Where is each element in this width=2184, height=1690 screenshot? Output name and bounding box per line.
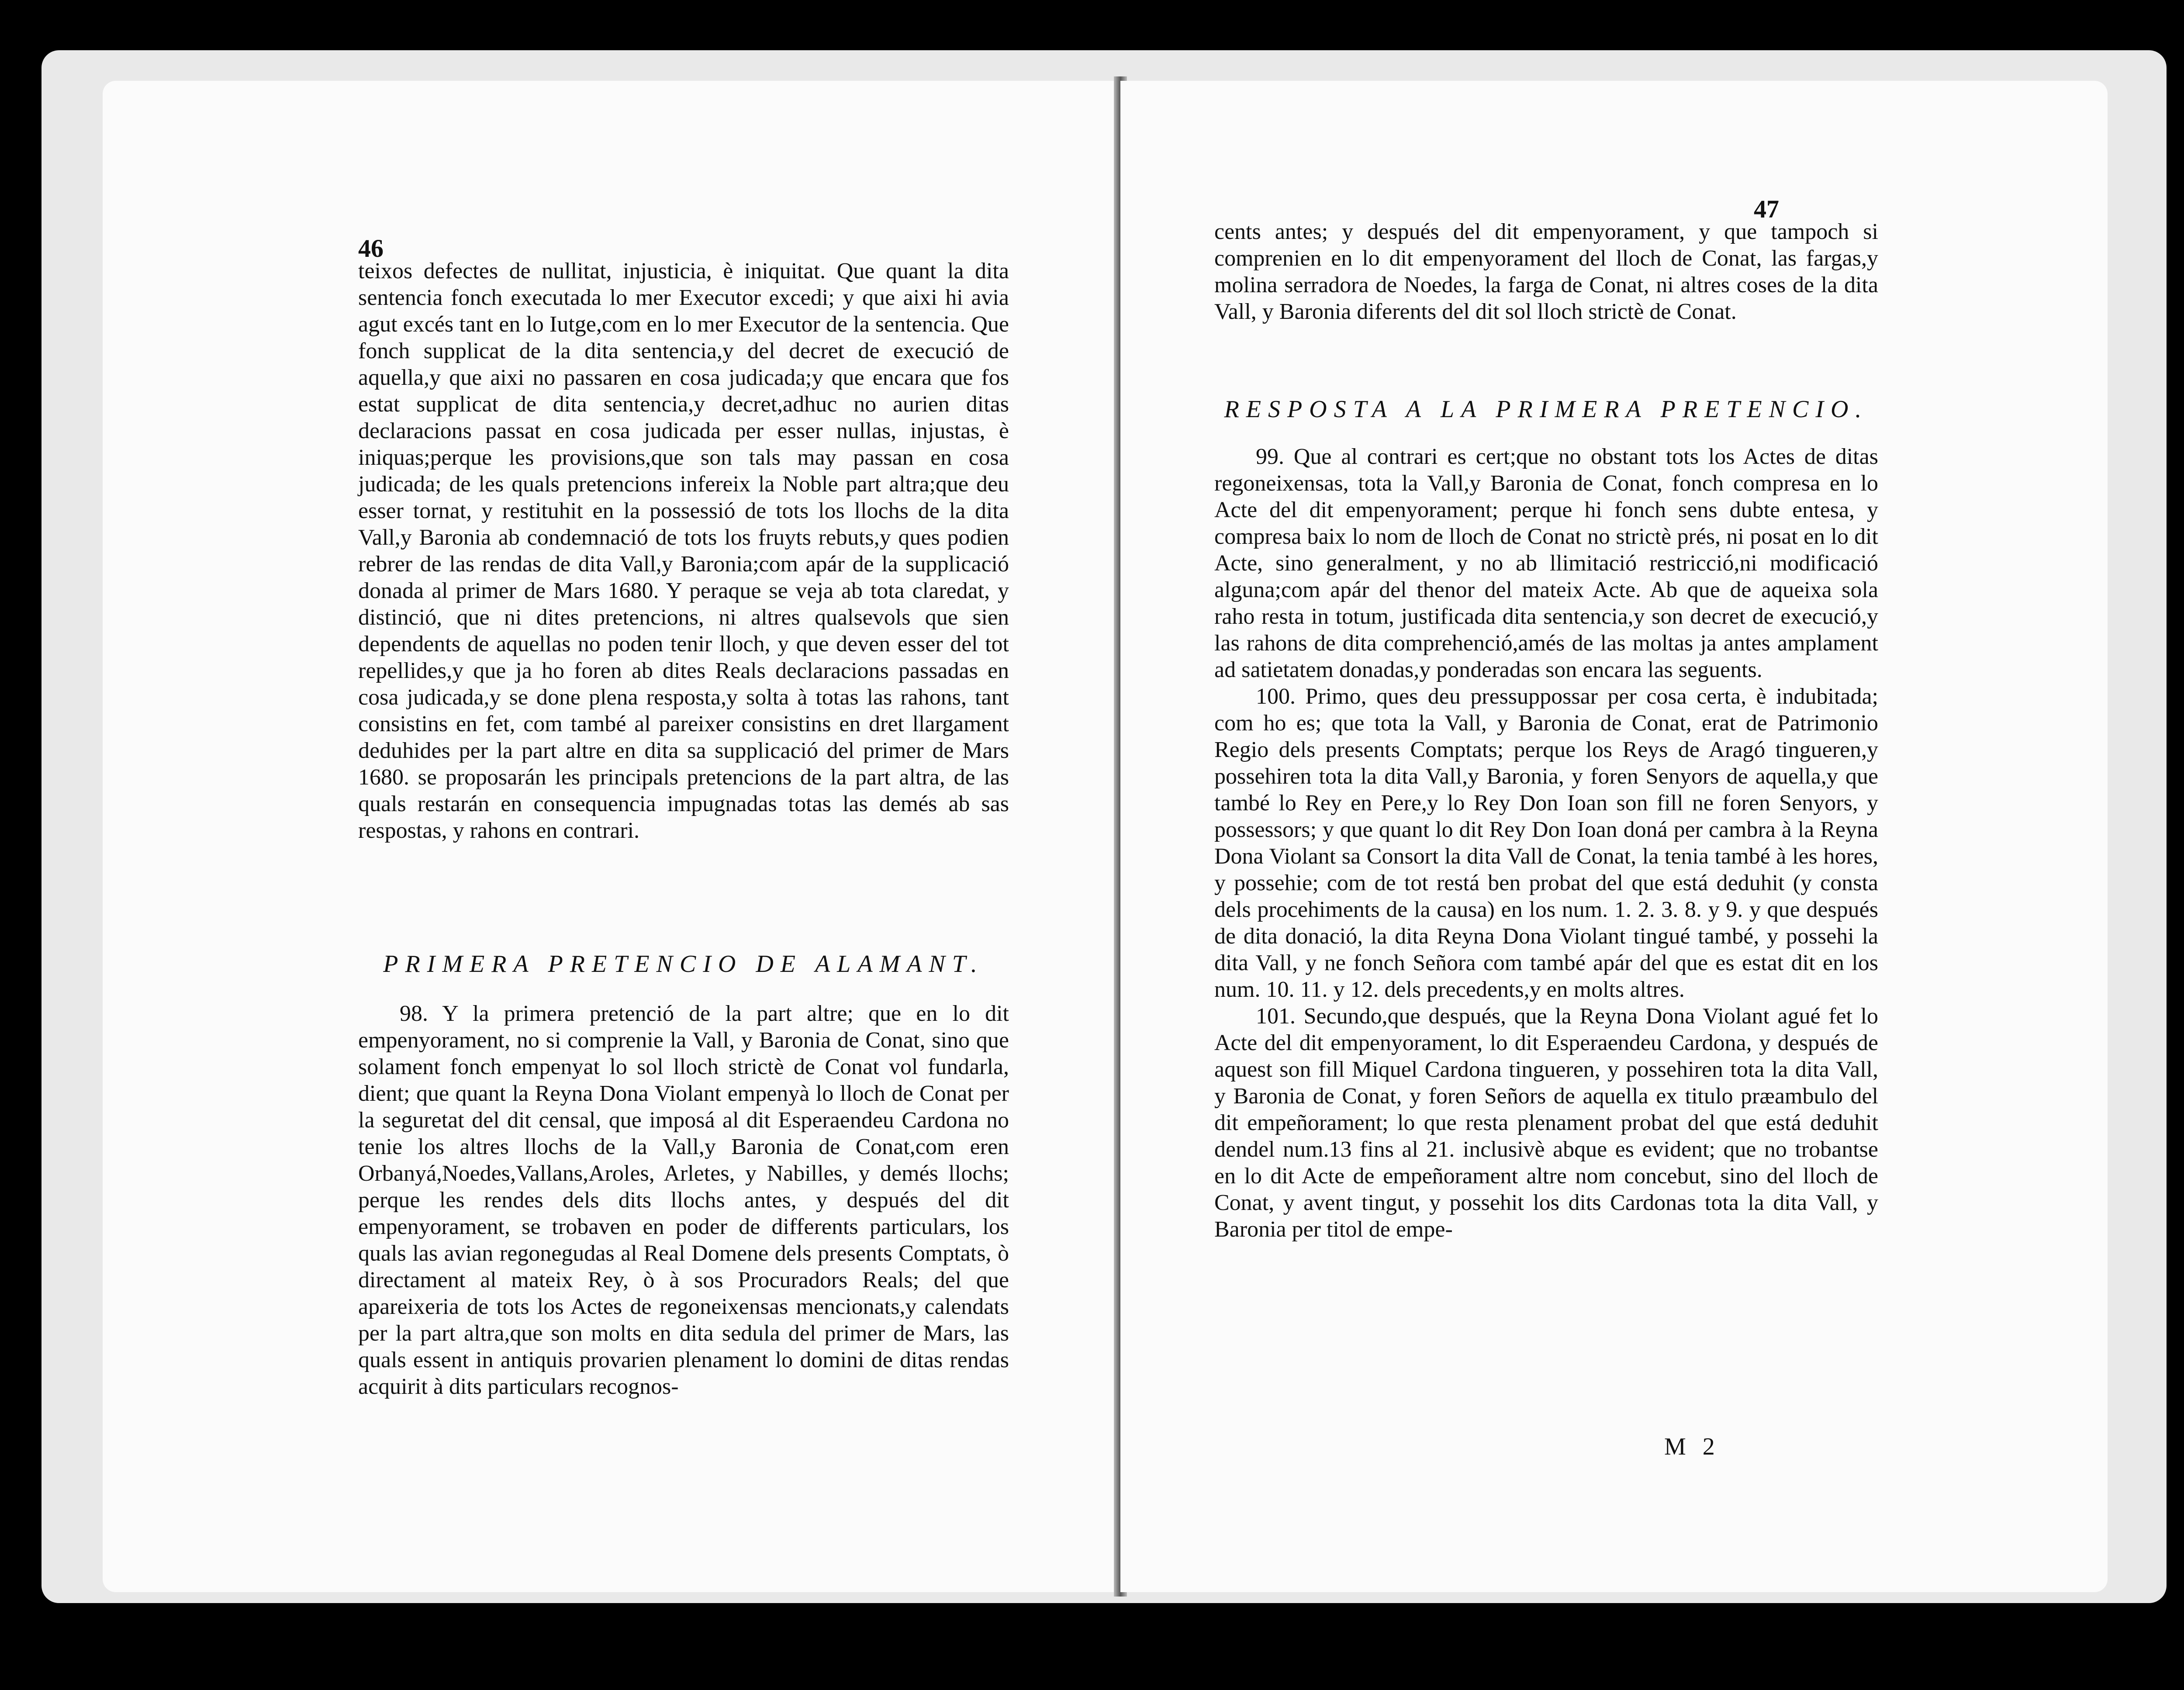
paragraph: 98. Y la primera pretenció de la part altre; que en lo dit empenyorament, no si comprenie la Vall, y Baronia de Conat, sino que solament fonch empenyat lo sol lloch strictè de Conat vol fundarla, dient; que quant la Reyna Dona Violant empenyà lo lloch de Conat per la seguretat del dit censal, que imposá al dit Esperaendeu Cardona no tenie los altres llochs de la Vall,y Baronia de Conat,com eren Orbanyá,Noedes,Vallans,Aroles, Arletes, y Nabilles, y demés llochs; perque les rendes dels dits llochs antes, y después del dit empenyorament, se trobaven en poder de differents particulars, los quals las avian regonegudas al Real Domene dels presents Comptats, ò directament al mateix Rey, ò à sos Procuradors Reals; del que apareixeria de tots los Actes de regoneixensas mencionats,y calendats per la part altra,que son molts en dita sedula del primer de Mars, las quals essent in antiquis provarien plenament lo domini de ditas rendas acquirit à dits particulars recognos- [358, 1001, 1009, 1399]
left-body-bottom [358, 1000, 1009, 1400]
signature-mark: M 2 [1664, 1433, 1720, 1460]
paragraph: 101. Secundo,que después, que la Reyna Dona Violant agué fet lo Acte del dit empenyorament, lo dit Esperaendeu Cardona, y después de aquest son fill Miquel Cardona tingueren, y possehiren tota la dita Vall, y Baronia de Conat, y foren Señors de aquella ex titulo præambulo del dit empeñorament; lo que resta plenament probat del que está deduhit dendel num.13 fins al 21. inclusivè abque es evident; que no trobantse en lo dit Acte de empeñorament altre nom concebut, sino del lloch de Conat, y avent tingut, y possehit los dits Cardonas tota la dita Vall, y Baronia per titol de empe- [1214, 1004, 1878, 1242]
page-number-left: 46 [358, 234, 384, 263]
section-heading-right: RESPOSTA A LA PRIMERA PRETENCIO. [1224, 396, 1869, 423]
right-body-top [1214, 218, 1878, 325]
paragraph: 100. Primo, ques deu pressuppossar per cosa certa, è indubitada; com ho es; que tota la Vall, y Baronia de Conat, erat de Patrimonio Regio dels presents Comptats; perque los Reys de Aragó tingueren,y possehiren tota la dita Vall,y Baronia, y foren Senyors de aquella,y que també lo Rey en Pere,y lo Rey Don Ioan son fill ne foren Senyors, y possessors; y que quant lo dit Rey Don Ioan doná per cambra à la Reyna Dona Violant sa Consort la dita Vall de Conat, la tenia també à les hores, y possehie; com de tot restá ben probat del que está deduhit (y consta dels procehiments de la causa) en los num. 1. 2. 3. 8. y 9. y que después de dita donació, la dita Reyna Dona Violant tingué també, y possehi la dita Vall, y ne fonch Señora com també apár del que es estat dit en los num. 10. 11. y 12. dels precedents,y en molts altres. [1214, 684, 1878, 1002]
paragraph: cents antes; y después del dit empenyorament, y que tampoch si comprenien en lo dit empenyorament del lloch de Conat, las fargas,y molina serradora de Noedes, la farga de Conat, ni altres coses de la dita Vall, y Baronia diferents del dit sol lloch strictè de Conat. [1214, 219, 1878, 324]
left-page [103, 81, 1120, 1592]
page-number-right: 47 [1754, 195, 1779, 223]
section-heading-left: PRIMERA PRETENCIO DE ALAMANT. [383, 950, 984, 978]
left-body-top [358, 258, 1009, 844]
right-body-bottom [1214, 443, 1878, 1243]
right-page [1120, 81, 2108, 1592]
paragraph: 99. Que al contrari es cert;que no obstant tots los Actes de ditas regoneixensas, tota la Vall,y Baronia de Conat, fonch compresa en lo Acte del dit empenyorament; perque hi fonch sens dubte entesa, y compresa baix lo nom de lloch de Conat no strictè prés, ni posat en lo dit Acte, sino generalment, y no ab llimitació restricció,ni modificació alguna;com apár del thenor del mateix Acte. Ab que de aqueixa sola raho resta in totum, justificada dita sentencia,y son decret de execució,y las rahons de dita comprehenció,amés de las moltas ja antes amplament ad satietatem donadas,y ponderadas son encara las seguents. [1214, 444, 1878, 682]
open-book [41, 50, 2167, 1603]
paragraph: teixos defectes de nullitat, injusticia, è iniquitat. Que quant la dita sentencia fonch executada lo mer Executor excedi; y que aixi hi avia agut excés tant en lo Iutge,com en lo mer Executor de la sentencia. Que fonch supplicat de la dita sentencia,y del decret de execució de aquella,y que aixi no passaren en cosa judicada;y que encara que fos estat supplicat de dita sentencia,y decret,adhuc no aurien ditas declaracions passat en cosa judicada per esser nullas, injustas, è iniquas;perque les provisions,que son tals may passan en cosa judicada; de les quals pretencions infereix la Noble part altra;que deu esser tornat, y restituhit en la possessió de tots los llochs de la dita Vall,y Baronia ab condemnació de tots los fruyts rebuts,y ques podien rebrer de las rendas de dita Vall,y Baronia;com apár de la supplicació donada al primer de Mars 1680. Y peraque se veja ab tota claredat, y distinció, que ni dites pretencions, ni altres qualsevols que sien dependents de aquellas no poden tenir lloch, y que deven esser del tot repellides,y que ja ho foren ab dites Reals declaracions passadas en cosa judicada,y se done plena resposta,y solta à totas las rahons, tant consistins en fet, com també al pareixer consistins en dret llargament deduhides per la part altre en dita sa supplicació del primer de Mars 1680. se proposarán les principals pretencions de la part altra, de las quals restarán en consequencia impugnadas totas las demés ab sas respostas, y rahons en contrari. [358, 259, 1009, 843]
